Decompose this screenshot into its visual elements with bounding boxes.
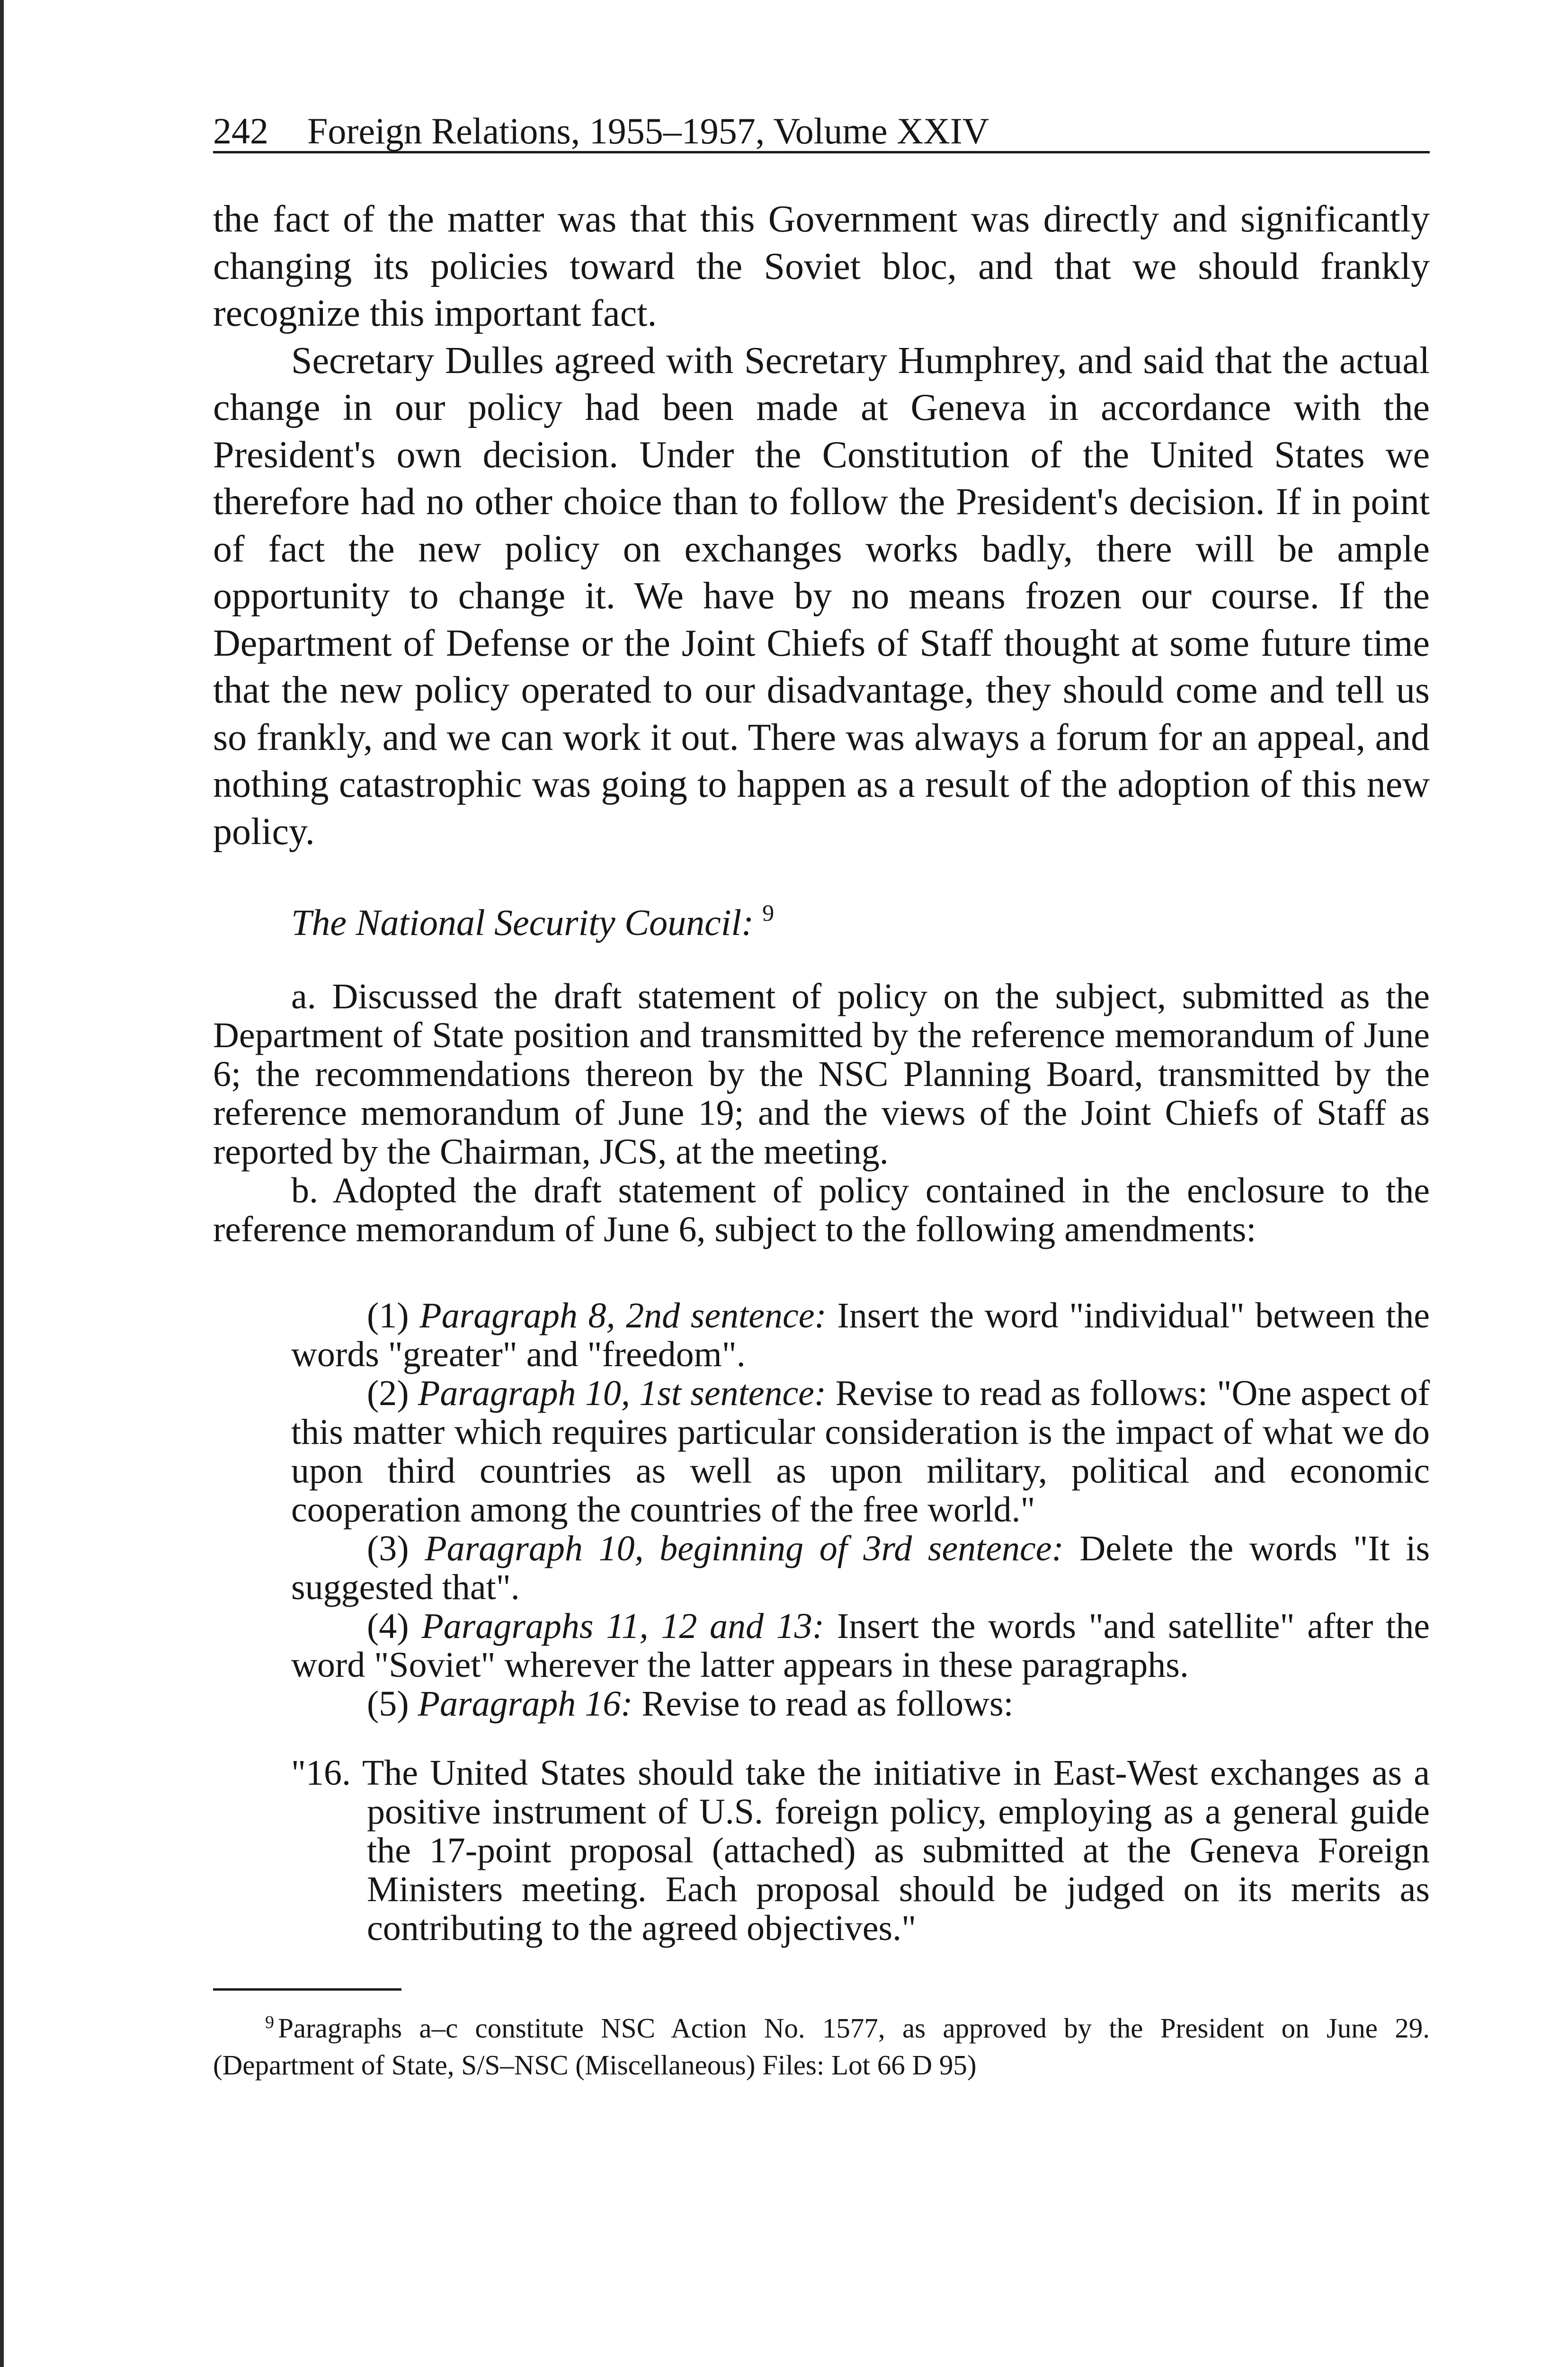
amendment-number: (4) <box>367 1606 409 1646</box>
amendment-3 <box>291 1529 1430 1607</box>
action-b: b. Adopted the draft statement of policy contained in the enclosure to the reference memorandum of June 6, subject to the following amendments: <box>213 1171 1430 1249</box>
amendment-5 <box>291 1684 1430 1723</box>
amendment-lead: Paragraph 16: <box>418 1684 633 1724</box>
council-actions <box>213 977 1430 1249</box>
amendment-2 <box>291 1374 1430 1529</box>
amendment-number: (5) <box>367 1684 409 1724</box>
paragraph-dulles: Secretary Dulles agreed with Secretary Humphrey, and said that the actual change in our policy had been made at Geneva in accordance with the President's own decision. Under the Constitution of the United States we therefore had no other choice than to follow the President's decision. If in point of fact the new policy on exchanges works badly, there will be ample opportunity to change it. We have by no means frozen our course. If the Department of Defense or the Joint Chiefs of Staff thought at some future time that the new policy operated to our disadvantage, they should come and tell us so frankly, and we can work it out. There was always a forum for an appeal, and nothing catastrophic was going to happen as a result of the adoption of this new policy. <box>213 339 1430 853</box>
amendment-lead: Paragraph 10, 1st sentence: <box>418 1373 827 1413</box>
running-header <box>213 111 1430 153</box>
amendment-lead: Paragraph 8, 2nd sentence: <box>419 1296 827 1335</box>
action-a: a. Discussed the draft statement of policy on the subject, submitted as the Department of State position and transmitted by the reference memorandum of June 6; the recommendations thereon by the NSC Planning Board, transmitted by the reference memorandum of June 19; and the views of the Joint Chiefs of Staff as reported by the Chairman, JCS, at the meeting. <box>213 977 1430 1172</box>
council-heading <box>291 899 1430 944</box>
amendments-list <box>291 1296 1430 1723</box>
amendment-number: (3) <box>367 1529 409 1568</box>
amendment-number: (2) <box>367 1373 409 1413</box>
amendment-text: Insert the word "individual" between the words "greater" and "freedom". <box>291 1296 1430 1374</box>
page-number: 242 <box>213 110 268 151</box>
amendment-4 <box>291 1607 1430 1684</box>
page-edge <box>0 0 4 2367</box>
footnote-marker: 9 <box>265 2012 274 2032</box>
amendment-number: (1) <box>367 1296 409 1335</box>
footnote-9 <box>213 2004 1430 2083</box>
amendment-text: Delete the words "It is suggested that". <box>291 1529 1430 1607</box>
amendment-text: Insert the words "and satellite" after the word "Soviet" wherever the latter appears in these paragraphs. <box>291 1606 1430 1685</box>
document-page <box>213 111 1430 2111</box>
body-text <box>213 196 1430 2083</box>
footnote-divider <box>213 1988 401 1991</box>
amendment-text: Revise to read as follows: <box>641 1684 1014 1724</box>
series-title: Foreign Relations, 1955–1957, Volume XXIV <box>307 110 989 151</box>
amendment-lead: Paragraph 10, beginning of 3rd sentence: <box>425 1529 1064 1568</box>
footnote-ref: 9 <box>762 899 775 926</box>
amendment-1 <box>291 1296 1430 1374</box>
paragraph-continued: the fact of the matter was that this Government was directly and significantly changing its policies toward the Soviet bloc, and that we should frankly recognize this important fact. <box>213 198 1430 334</box>
council-heading-text: The National Security Council: <box>291 902 754 943</box>
amendment-text: Revise to read as follows: "One aspect of this matter which requires particular consideration is the impact of what we do upon third countries as well as upon military, political and economic cooperation among the countries of the free world." <box>291 1373 1430 1530</box>
paragraph-16-revised: "16. The United States should take the initiative in East-West exchanges as a positive instrument of U.S. foreign policy, employing as a general guide the 17-point proposal (attached) as submitted at the Geneva Foreign Ministers meeting. Each proposal should be judged on its merits as contributing to the agreed objectives." <box>291 1753 1430 1948</box>
amendment-lead: Paragraphs 11, 12 and 13: <box>421 1606 825 1646</box>
footnote-text: Paragraphs a–c constitute NSC Action No. 1577, as approved by the President on June 29. (Department of State, S/S–NSC (Miscellaneous) Files: Lot 66 D 95) <box>213 2012 1430 2081</box>
